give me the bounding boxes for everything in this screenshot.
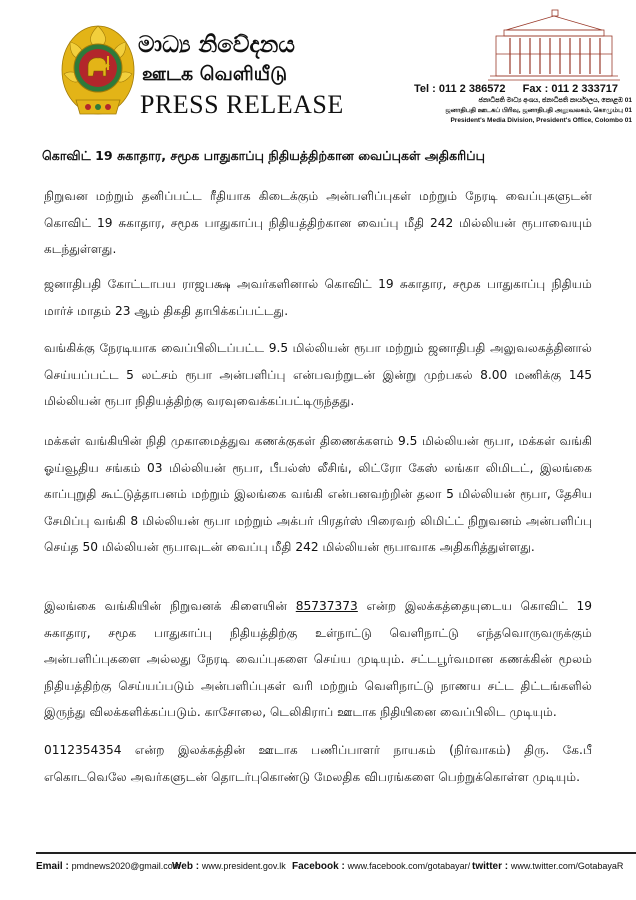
address-sinhala: ජනාධිපති මාධ්‍ය අංශය, ජනාධිපති කාර්යාලය, කොළඹ 01 (478, 97, 632, 104)
web-label: Web : (172, 861, 200, 872)
presidents-office-building-icon (486, 8, 622, 82)
press-release-titles (138, 30, 378, 122)
paragraph-6: 0112354354 என்ற இலக்கத்தின் ஊடாக பணிப்பாளர் நாயகம் (நிர்வாகம்) திரு. கே.பீ எகொடவெலே அவர்களுடன் தொடர்புகொண்டு மேலதிக விபரங்களை பெற்றுக்கொள்ள முடியும். (44, 743, 592, 784)
paragraph-1: நிறுவன மற்றும் தனிப்பட்ட ரீதியாக கிடைக்கும் அன்பளிப்புகள் மற்றும் நேரடி வைப்புகளுடன் கொவிட் 19 சுகாதார, சமூக பாதுகாப்பு நிதியத்திற்கான வைப்பு மீதி 242 மில்லியன் ரூபாவையும் கடந்துள்ளது. (44, 189, 592, 256)
facebook-label: Facebook : (292, 861, 345, 872)
paragraph-5 (44, 593, 592, 726)
twitter-value: www.twitter.com/GotabayaR (510, 861, 624, 871)
fax-label: Fax (522, 83, 542, 95)
twitter-label: twitter : (472, 861, 509, 872)
paragraph-5-rest: என்ற இலக்கத்தையுடைய கொவிட் 19 சுகாதார, சமூக பாதுகாப்பு நிதியத்திற்கு உள்நாட்டு வெளிநாட்டு எந்தவொருவருக்கும் அன்பளிப்புகளை அல்லது நேரடி வைப்புகளை செய்ய முடியும். சட்டபூர்வமான கணக்கின் மூலம் நிதியத்திற்கு செய்யப்படும் அன்பளிப்புகள் வரி மற்றும் வெளிநாட்டு நாணய சட்ட திட்டங்களில் இருந்து விலக்களிக்கப்படும். காசோலை, டெலிகிராப் ஊடாக நிதியினை வைப்பிலிட முடியும். (44, 599, 592, 719)
address-tamil: ஜனாதிபதி ஊடகப் பிரிவு, ஜனாதிபதி அலுவலகம், கொழும்பு 01 (445, 107, 632, 114)
paragraph-3: வங்கிக்கு நேரடியாக வைப்பிலிடப்பட்ட 9.5 மில்லியன் ரூபா மற்றும் ஜனாதிபதி அலுவலகத்தினால் செய்யப்பட்ட 5 லட்சம் ரூபா அன்பளிப்பு என்பவற்றுடன் இன்று முற்பகல் 8.00 மணிக்கு 145 மில்லியன் ரூபா நிதியத்திற்கு வரவுவைக்கப்பட்டிருந்தது. (44, 341, 592, 408)
title-english: PRESS RELEASE (140, 90, 344, 119)
footer-divider (36, 852, 636, 854)
paragraph-5-lead: இலங்கை வங்கியின் நிறுவனக் கிளையின் (44, 599, 296, 613)
footer-email (36, 861, 180, 872)
title-tamil: ஊடக வெளியீடு (142, 63, 288, 85)
footer-twitter (472, 861, 623, 872)
paragraph-4: மக்கள் வங்கியின் நிதி முகாமைத்துவ கணக்குகள் திணைக்களம் 9.5 மில்லியன் ரூபா, மக்கள் வங்கி ஓய்வூதிய சங்கம் 03 மில்லியன் ரூபா, பீபல்ஸ் லீசிங், லிட்ரோ கேஸ் லங்கா லிமிடட், இலங்கை காப்புறுதி கூட்டுத்தாபனம் மற்றும் இலங்கை வங்கி என்பனவற்றின் தலா 5 மில்லியன் ரூபா, தேசிய சேமிப்பு வங்கி 8 மில்லியன் ரூபா மற்றும் அக்பர் பிரதர்ஸ் பிரைவற் லிமிட்ட் நிறுவனம் அன்பளிப்பு செய்த 50 மில்லியன் ரூபாவுடன் வைப்பு மீதி 242 மில்லியன் ரூபாவாக அதிகரித்துள்ளது. (44, 434, 592, 554)
sri-lanka-emblem-icon (58, 22, 138, 122)
facebook-value: www.facebook.com/gotabayar/ (347, 861, 471, 871)
account-number: 85737373 (295, 599, 358, 613)
web-value: www.president.gov.lk (201, 861, 286, 871)
contact-block (410, 83, 632, 126)
fax-value: : 011 2 333717 (544, 83, 619, 95)
tel-label: Tel (414, 83, 430, 95)
email-value: pmdnews2020@gmail.com (71, 861, 181, 871)
email-label: Email : (36, 861, 69, 872)
address-english: President's Media Division, President's Office, Colombo 01 (450, 117, 632, 124)
letterhead (0, 0, 636, 140)
title-sinhala: මාධ්‍ය නිවේදනය (138, 32, 295, 58)
phone-fax-line (414, 83, 632, 96)
footer-facebook (292, 861, 470, 872)
article-headline: கொவிட் 19 சுகாதார, சமூக பாதுகாப்பு நிதியத்திற்கான வைப்புகள் அதிகரிப்பு (42, 148, 485, 163)
tel-value: : 011 2 386572 (432, 83, 506, 95)
footer-web (172, 861, 286, 872)
paragraph-2: ஜனாதிபதி கோட்டாபய ராஜபக்ஷ அவர்களினால் கொவிட் 19 சுகாதார, சமூக பாதுகாப்பு நிதியம் மார்ச் மாதம் 23 ஆம் திகதி தாபிக்கப்பட்டது. (44, 277, 592, 318)
